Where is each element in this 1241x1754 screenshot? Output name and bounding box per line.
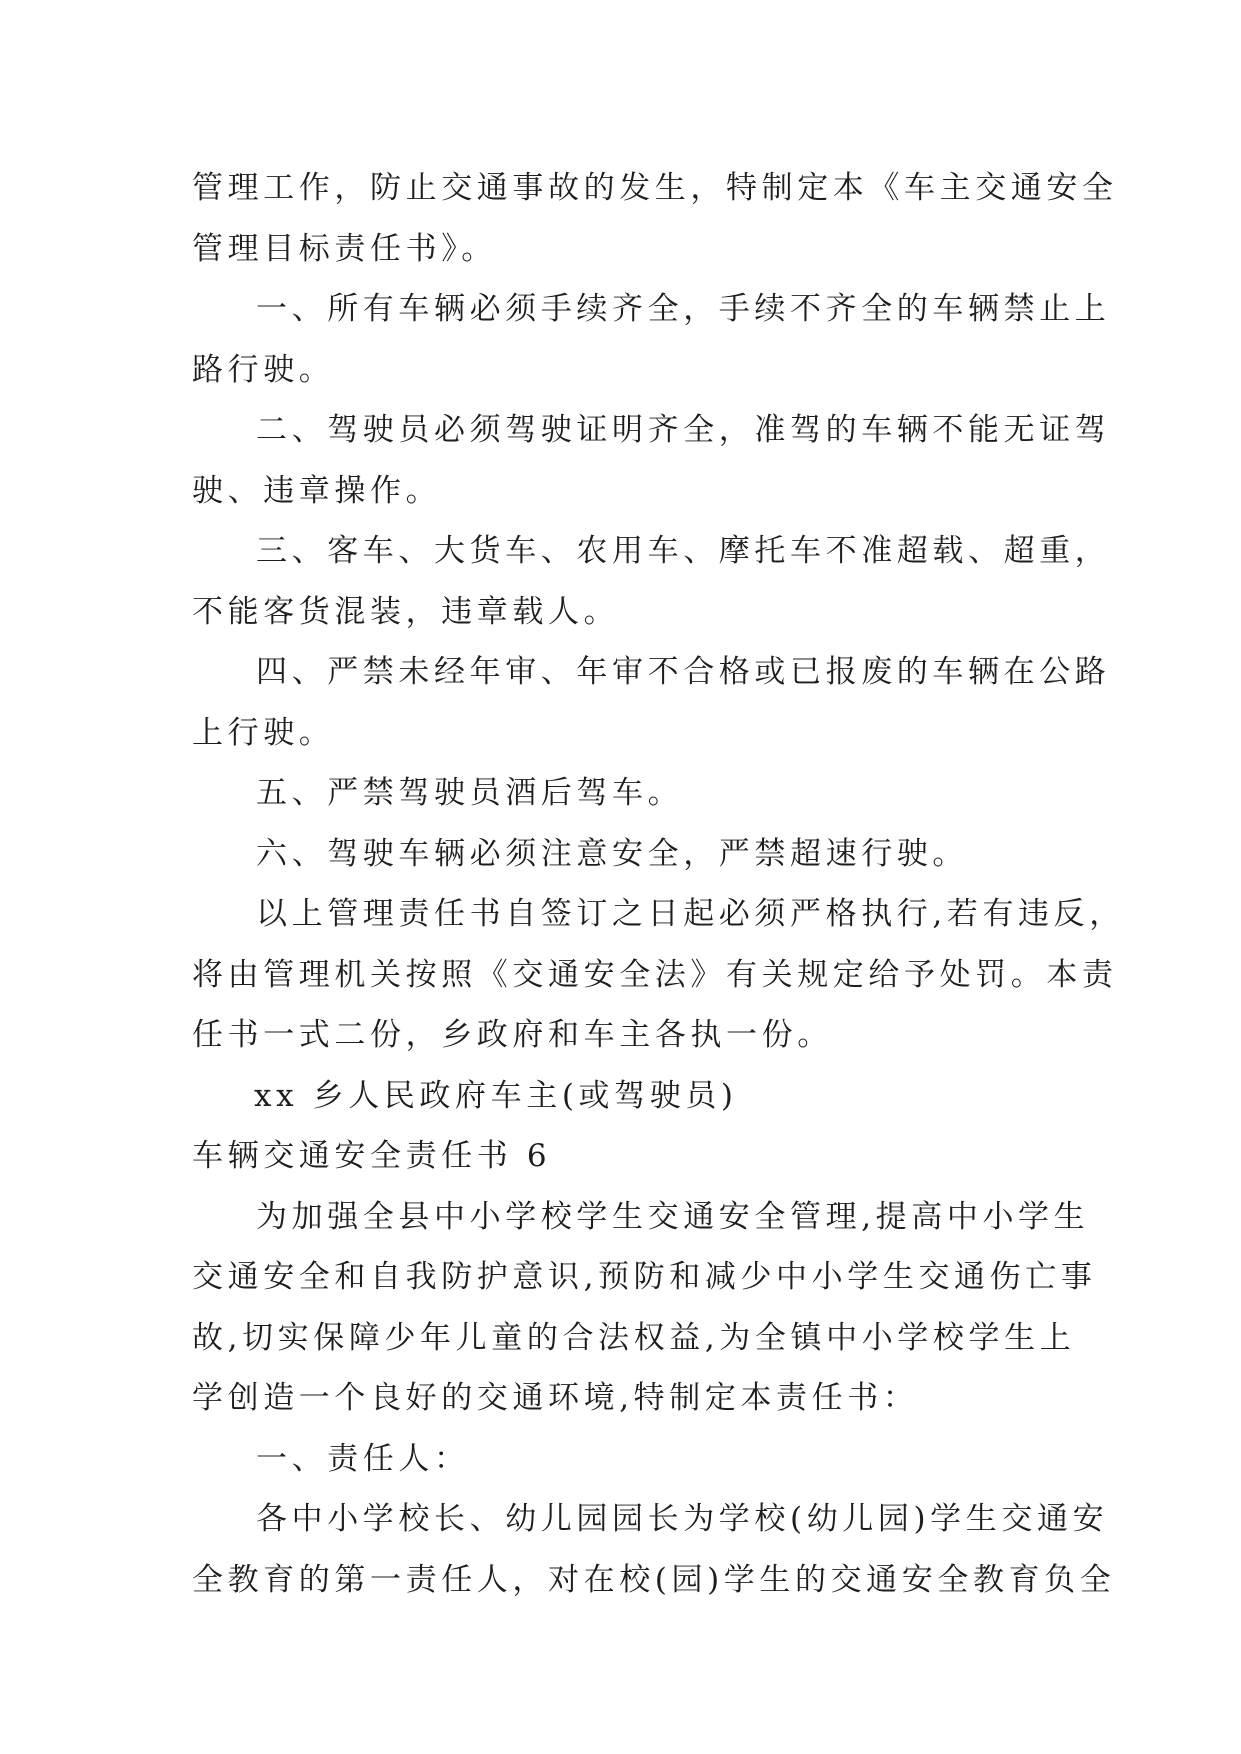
text-line: 以上管理责任书自签订之日起必须严格执行,若有违反， bbox=[256, 896, 1125, 932]
text-line: 五、严禁驾驶员酒后驾车。 bbox=[256, 775, 684, 811]
text-line: 一、责任人： bbox=[256, 1440, 470, 1477]
text-line: 六、驾驶车辆必须注意安全，严禁超速行驶。 bbox=[256, 835, 968, 872]
text-line: 四、严禁未经年审、年审不合格或已报废的车辆在公路 bbox=[256, 654, 1111, 690]
text-line: 管理工作，防止交通事故的发生，特制定本《车主交通安全 bbox=[192, 170, 1118, 206]
section-heading: 车辆交通安全责任书 6 bbox=[192, 1138, 552, 1174]
text-line: 为加强全县中小学校学生交通安全管理,提高中小学生 bbox=[256, 1198, 1090, 1235]
signature-line: xx 乡人民政府车主(或驾驶员) bbox=[254, 1077, 738, 1114]
text-line: 路行驶。 bbox=[192, 351, 335, 388]
text-line: 一、所有车辆必须手续齐全，手续不齐全的车辆禁止上 bbox=[256, 291, 1111, 327]
text-line: 故,切实保障少年儿童的合法权益,为全镇中小学校学生上 bbox=[192, 1319, 1076, 1356]
text-line: 不能客货混装，违章载人。 bbox=[192, 593, 620, 630]
text-line: 二、驾驶员必须驾驶证明齐全，准驾的车辆不能无证驾 bbox=[256, 412, 1111, 448]
text-line: 各中小学校长、幼儿园园长为学校(幼儿园)学生交通安 bbox=[256, 1501, 1109, 1537]
text-line: 学创造一个良好的交通环境,特制定本责任书： bbox=[192, 1380, 919, 1416]
document-body bbox=[192, 158, 1125, 1610]
text-line: 管理目标责任书》。 bbox=[192, 230, 497, 267]
text-line: 任书一式二份，乡政府和车主各执一份。 bbox=[192, 1017, 833, 1053]
text-line: 全教育的第一责任人，对在校(园)学生的交通安全教育负全 bbox=[192, 1561, 1116, 1598]
text-line: 上行驶。 bbox=[192, 714, 335, 751]
text-line: 驶、违章操作。 bbox=[192, 472, 442, 509]
text-line: 将由管理机关按照《交通安全法》有关规定给予处罚。本责 bbox=[192, 956, 1118, 993]
text-line: 交通安全和自我防护意识,预防和减少中小学生交通伤亡事 bbox=[192, 1259, 1097, 1295]
text-line: 三、客车、大货车、农用车、摩托车不准超载、超重， bbox=[256, 533, 1111, 569]
